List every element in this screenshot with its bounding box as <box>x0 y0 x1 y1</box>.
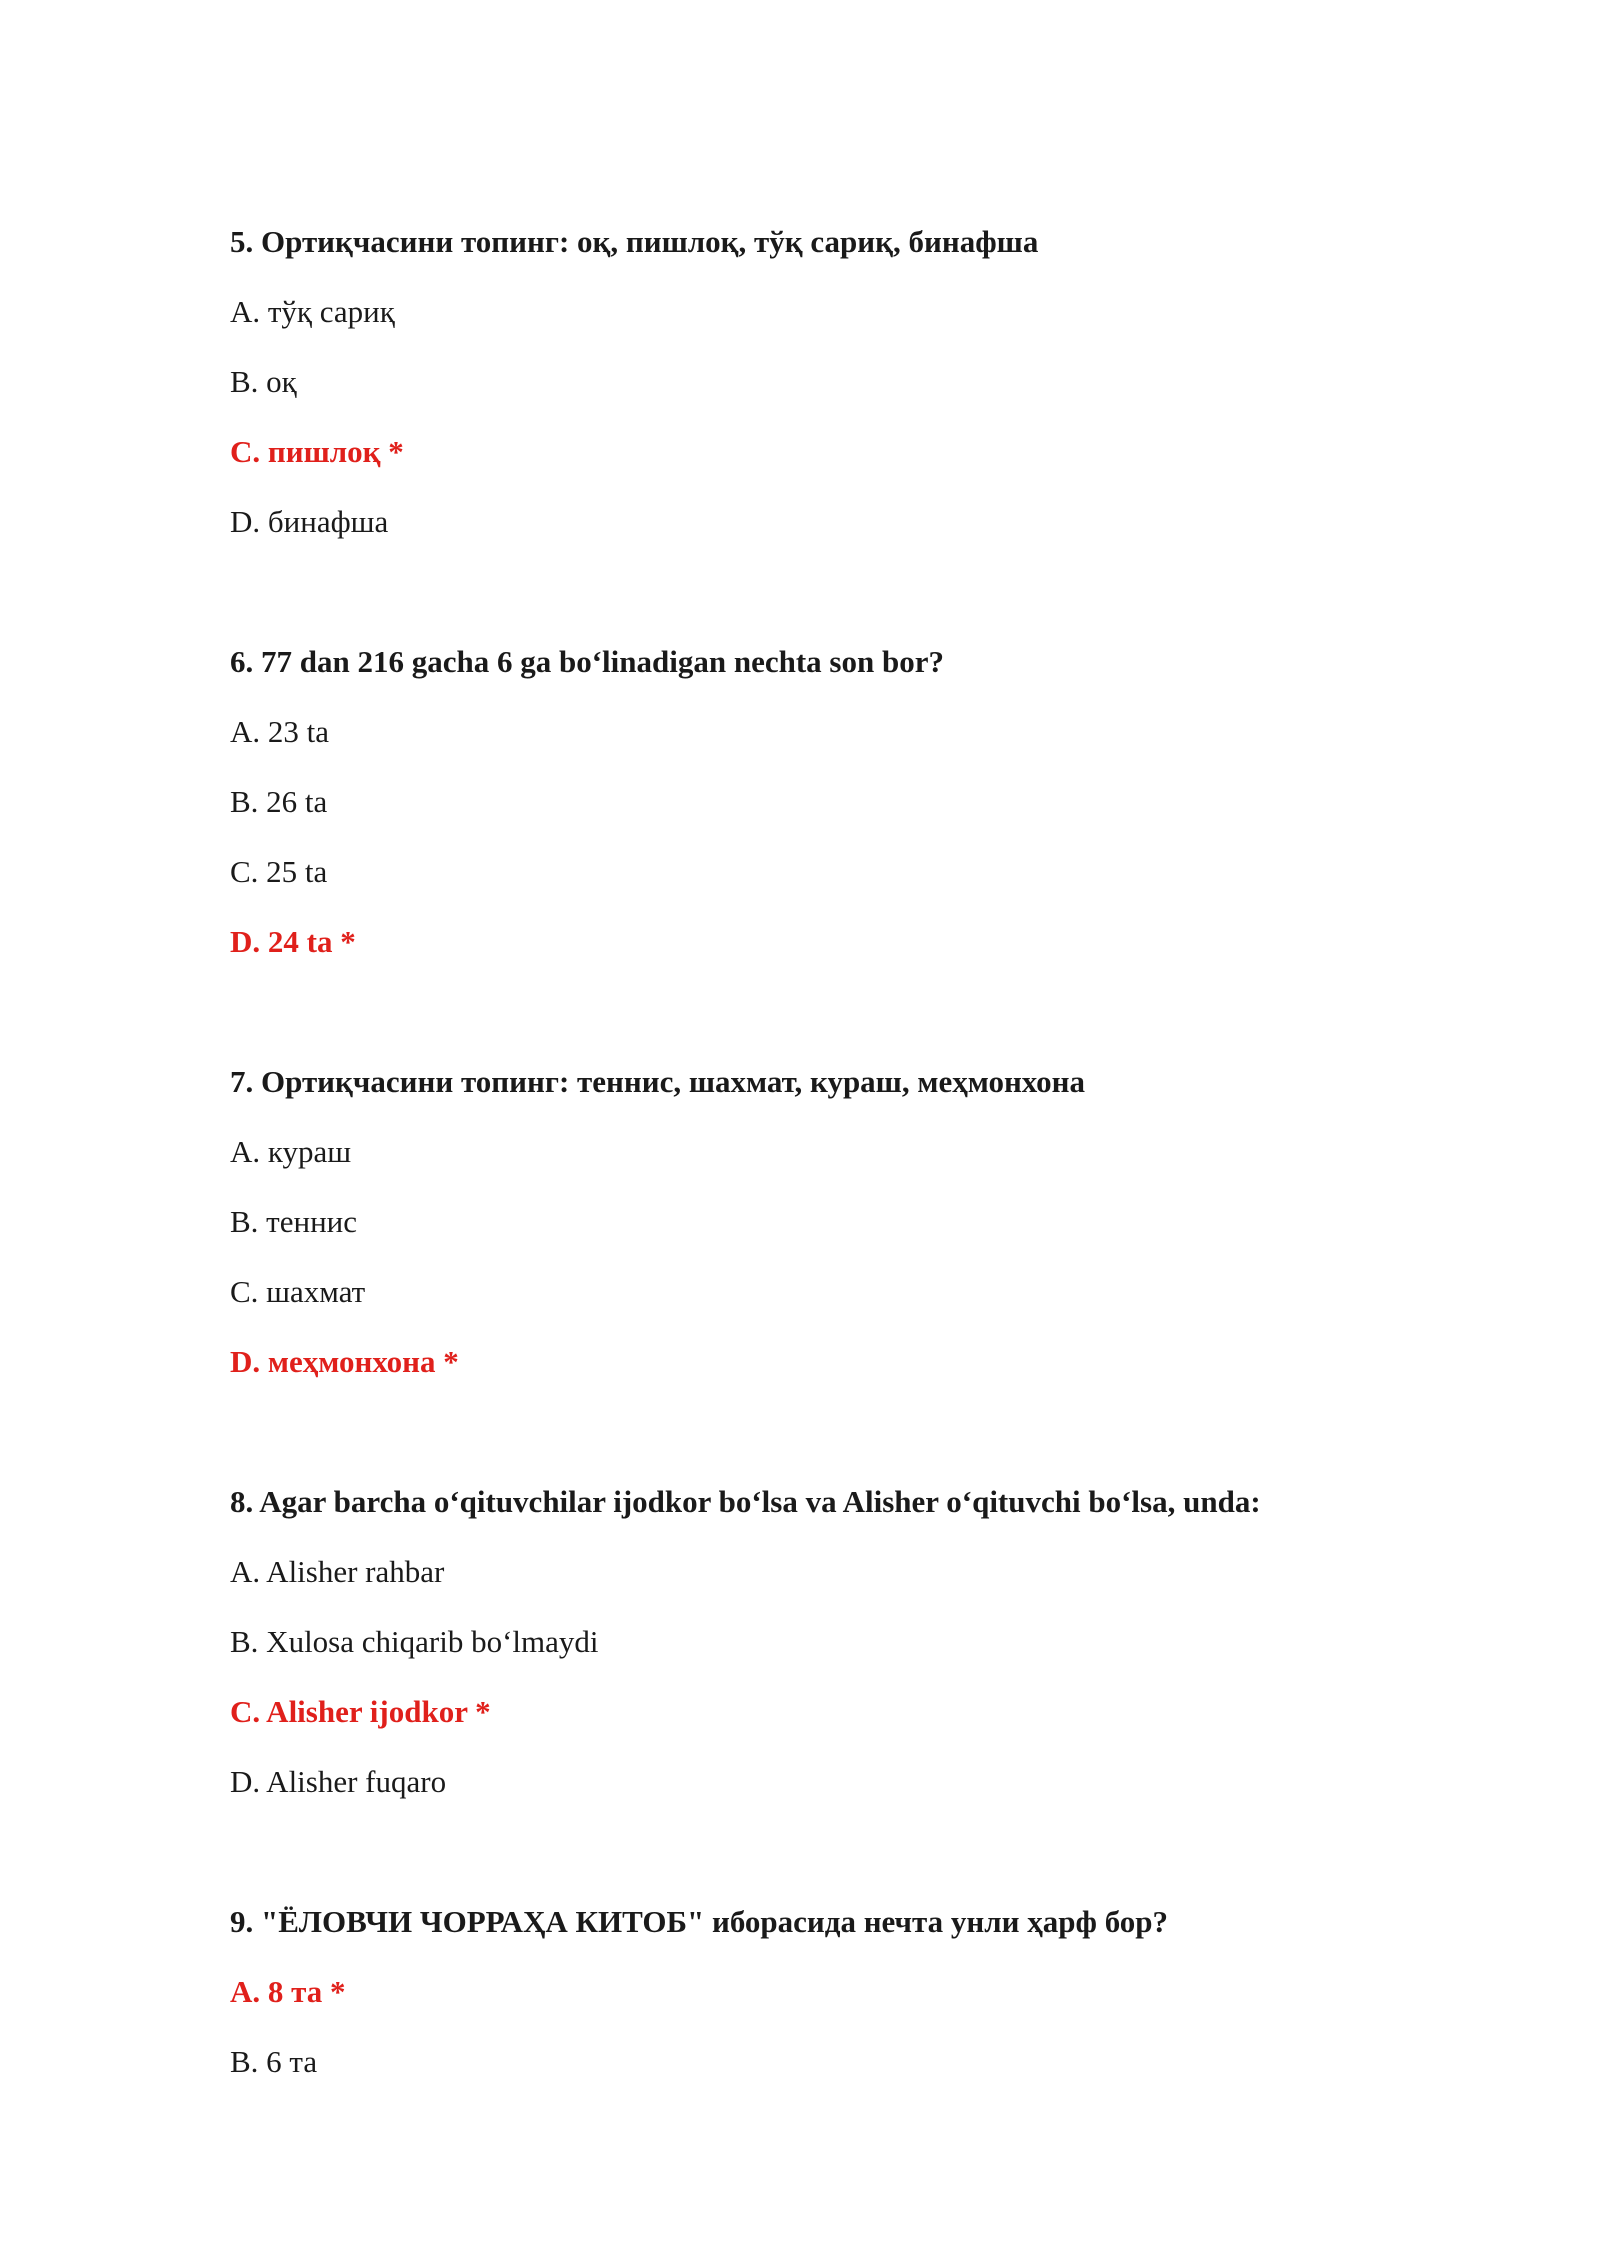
option-c-correct: C. Alisher ijodkor * <box>230 1694 491 1729</box>
question-5 <box>230 224 1430 540</box>
option-b: B. теннис <box>230 1204 358 1239</box>
option-a: A. кураш <box>230 1134 352 1169</box>
question-7 <box>230 1064 1430 1380</box>
option-d: D. Alisher fuqaro <box>230 1764 447 1799</box>
option-c: C. 25 ta <box>230 854 328 889</box>
option-a: A. Alisher rahbar <box>230 1554 445 1589</box>
option-b: B. Xulosa chiqarib bo‘lmaydi <box>230 1624 599 1659</box>
question-title: 9. "ЁЛОВЧИ ЧОРРАҲА КИТОБ" иборасида нечта унли ҳарф бор? <box>230 1904 1169 1939</box>
option-c: C. шахмат <box>230 1274 366 1309</box>
question-title: 5. Ортиқчасини топинг: оқ, пишлоқ, тўқ сариқ, бинафша <box>230 224 1039 259</box>
option-d: D. бинафша <box>230 504 389 539</box>
option-d-correct: D. меҳмонхона * <box>230 1344 459 1379</box>
option-a-correct: A. 8 та * <box>230 1974 346 2009</box>
option-b: B. оқ <box>230 364 297 399</box>
question-6 <box>230 644 1430 960</box>
option-b: B. 26 ta <box>230 784 328 819</box>
question-8 <box>230 1484 1430 1800</box>
option-d-correct: D. 24 ta * <box>230 924 356 959</box>
option-a: A. тўқ сариқ <box>230 294 395 329</box>
question-title: 6. 77 dan 216 gacha 6 ga bo‘linadigan nechta son bor? <box>230 644 944 679</box>
question-title: 8. Agar barcha o‘qituvchilar ijodkor bo‘lsa va Alisher o‘qituvchi bo‘lsa, unda: <box>230 1484 1261 1519</box>
question-title: 7. Ортиқчасини топинг: теннис, шахмат, кураш, меҳмонхона <box>230 1064 1085 1099</box>
option-b: B. 6 та <box>230 2044 318 2079</box>
question-9 <box>230 1904 1430 2080</box>
option-c-correct: C. пишлоқ * <box>230 434 404 469</box>
option-a: A. 23 ta <box>230 714 330 749</box>
